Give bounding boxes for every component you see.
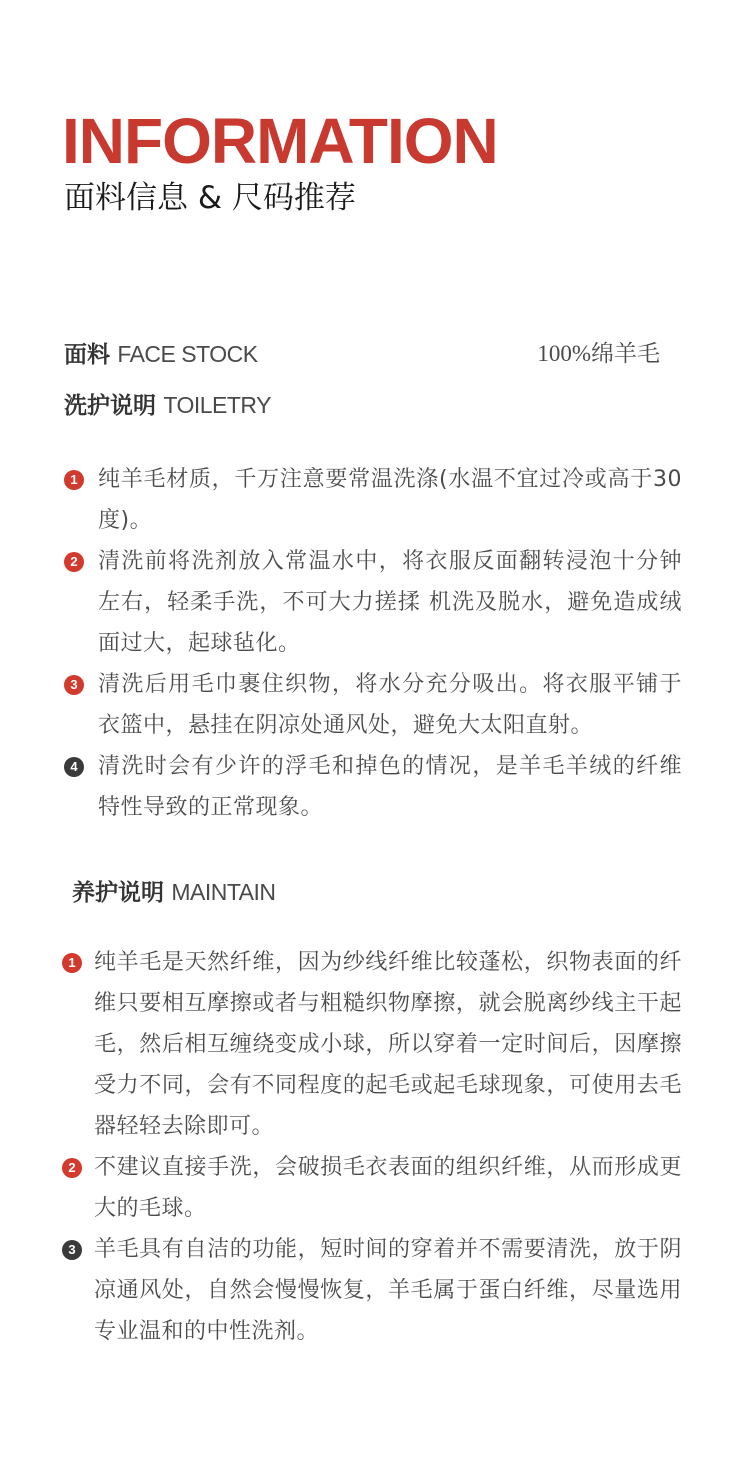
care-section-title [72,876,276,909]
number-badge-icon: 2 [62,1158,82,1178]
fabric-label [64,338,258,371]
list-item-text: 纯羊毛是天然纤维，因为纱线纤维比较蓬松，织物表面的纤维只要相互摩擦或者与粗糙织物摩擦，就会脱离纱线主干起毛，然后相互缠绕变成小球，所以穿着一定时间后，因摩擦受力不同，会有不同程度的起毛或起毛球现象，可使用去毛器轻轻去除即可。 [94,950,682,1139]
number-badge-icon: 1 [64,470,84,490]
wash-instructions-list [62,459,682,828]
wash-section-title [64,389,271,422]
list-item-text: 不建议直接手洗，会破损毛衣表面的组织纤维，从而形成更大的毛球。 [94,1155,682,1221]
wash-label-en: TOILETRY [163,392,271,418]
number-badge-icon: 3 [64,675,84,695]
care-label-en: MAINTAIN [171,879,276,905]
list-item [62,541,682,664]
page-subtitle: 面料信息 & 尺码推荐 [64,180,356,216]
list-item-text: 羊毛具有自洁的功能，短时间的穿着并不需要清洗，放于阴凉通风处，自然会慢慢恢复，羊毛属于蛋白纤维，尽量选用专业温和的中性洗剂。 [94,1237,682,1344]
fabric-label-cn: 面料 [64,342,110,368]
wash-label-cn: 洗护说明 [64,393,156,419]
number-badge-icon: 4 [64,757,84,777]
fabric-label-en: FACE STOCK [117,341,258,367]
list-item [62,746,682,828]
list-item-text: 清洗后用毛巾裹住织物，将水分充分吸出。将衣服平铺于衣篮中，悬挂在阴凉处通风处，避免大太阳直射。 [98,672,682,738]
care-label-cn: 养护说明 [72,880,164,906]
list-item-text: 清洗时会有少许的浮毛和掉色的情况，是羊毛羊绒的纤维特性导致的正常现象。 [98,754,682,820]
list-item-text: 清洗前将洗剂放入常温水中，将衣服反面翻转浸泡十分钟左右，轻柔手洗，不可大力搓揉 机洗及脱水，避免造成绒面过大，起球毡化。 [98,549,682,656]
care-instructions-list [62,942,682,1352]
number-badge-icon: 3 [62,1240,82,1260]
number-badge-icon: 2 [64,552,84,572]
list-item [62,664,682,746]
list-item [62,942,682,1147]
page-title: INFORMATION [62,105,498,177]
list-item [62,459,682,541]
fabric-row [64,338,660,371]
list-item [62,1229,682,1352]
number-badge-icon: 1 [62,953,82,973]
fabric-value: 100%绵羊毛 [537,341,660,366]
list-item-text: 纯羊毛材质，千万注意要常温洗涤(水温不宜过冷或高于30度)。 [98,467,682,533]
list-item [62,1147,682,1229]
